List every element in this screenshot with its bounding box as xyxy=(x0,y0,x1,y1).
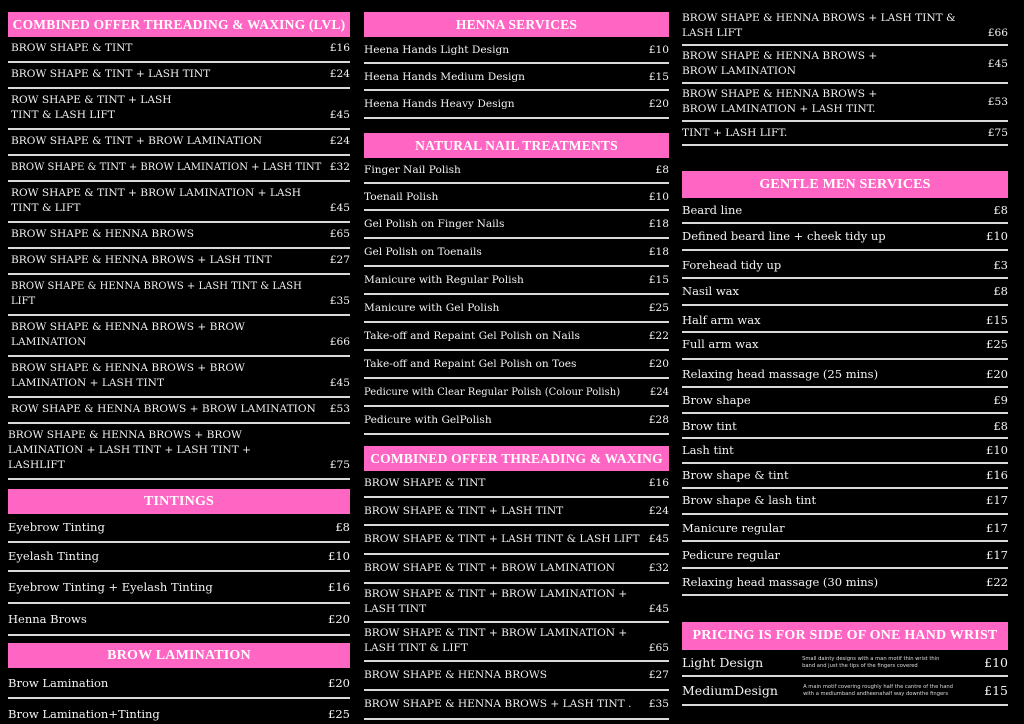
henna-list xyxy=(364,37,669,119)
column-right xyxy=(682,10,1008,706)
price-row: ROW SHAPE & TINT + LASH TINT & LASH LIFT £45 xyxy=(8,89,350,130)
price-row: BROW SHAPE & TINT + BROW LAMINATION + LASH TINT & LIFT £65 xyxy=(364,623,669,662)
price-row: BROW SHAPE & HENNA BROWS + BROW LAMINATION £45 xyxy=(682,46,1008,84)
price-row: BROW SHAPE & TINT + BROW LAMINATION £24 xyxy=(8,130,350,156)
price-row: Forehead tidy up £3 xyxy=(682,251,1008,279)
price-row: ROW SHAPE & TINT + BROW LAMINATION + LASH TINT & LIFT £45 xyxy=(8,182,350,223)
price-row: Brow Lamination+Tinting £25 xyxy=(8,699,350,724)
price-row: Gel Polish on Toenails £18 xyxy=(364,239,669,267)
price-row: Toenail Polish £10 xyxy=(364,184,669,211)
section-header-brow-lamination: BROW LAMINATION xyxy=(8,643,350,668)
price-row: Light Design Small dainty designs with a man motif thin wrist thin band and just the tips of the fingers covered £10 xyxy=(682,650,1008,677)
price-row: BROW SHAPE & TINT + LASH TINT £24 xyxy=(364,498,669,526)
price-row: BROW SHAPE & TINT £16 xyxy=(8,37,350,63)
price-row: Gel Polish on Finger Nails £18 xyxy=(364,211,669,239)
price-row: Beard line £8 xyxy=(682,198,1008,224)
wrist-pricing-list xyxy=(682,650,1008,706)
column-middle xyxy=(364,12,669,720)
price-row: BROW SHAPE & HENNA BROWS + LASH TINT £27 xyxy=(8,249,350,275)
design-description: A main motif covering roughly half the cantre of the hand with a mediumband andheenahalf way downthe fingers xyxy=(803,683,953,697)
price-row: Defined beard line + cheek tidy up £10 xyxy=(682,224,1008,251)
price-row: Heena Hands Heavy Design £20 xyxy=(364,91,669,119)
section-header-nails: NATURAL NAIL TREATMENTS xyxy=(364,133,669,158)
nails-list xyxy=(364,158,669,435)
price-row: BROW SHAPE & HENNA BROWS + LASH TINT & LASH LIFT £66 xyxy=(682,10,1008,46)
price-row: MediumDesign A main motif covering roughly half the cantre of the hand with a mediumband andheenahalf way downthe fingers £15 xyxy=(682,677,1008,706)
combined-list xyxy=(364,471,669,720)
price-row: Half arm wax £15 xyxy=(682,306,1008,333)
section-header-henna: HENNA SERVICES xyxy=(364,12,669,37)
price-row: Eyebrow Tinting + Eyelash Tinting £16 xyxy=(8,572,350,604)
price-row: Finger Nail Polish £8 xyxy=(364,158,669,184)
price-row: BROW SHAPE & TINT + LASH TINT & LASH LIFT £45 xyxy=(364,526,669,555)
price-row: ROW SHAPE & HENNA BROWS + BROW LAMINATION £53 xyxy=(8,398,350,424)
section-header-combined: COMBINED OFFER THREADING & WAXING xyxy=(364,446,669,471)
price-row: BROW SHAPE & TINT + BROW LAMINATION + LASH TINT £32 xyxy=(8,156,350,182)
price-row: Eyebrow Tinting £8 xyxy=(8,514,350,543)
price-row: Manicure regular £17 xyxy=(682,515,1008,542)
price-row: Manicure with Regular Polish £15 xyxy=(364,267,669,295)
price-row: Relaxing head massage (30 mins) £22 xyxy=(682,569,1008,596)
column-left xyxy=(8,12,350,724)
price-row: BROW SHAPE & HENNA BROWS + BROW LAMINATION + LASH TINT £45 xyxy=(8,357,350,398)
price-row: Brow shape & lash tint £17 xyxy=(682,489,1008,515)
section-header-wrist-pricing: PRICING IS FOR SIDE OF ONE HAND WRIST xyxy=(682,622,1008,650)
price-row: Take-off and Repaint Gel Polish on Toes £20 xyxy=(364,351,669,379)
price-row: BROW SHAPE & HENNA BROWS + LASH TINT . £35 xyxy=(364,691,669,720)
price-row: Brow shape £9 xyxy=(682,388,1008,414)
section-header-men: GENTLE MEN SERVICES xyxy=(682,171,1008,198)
price-row: Brow tint £8 xyxy=(682,414,1008,439)
price-row: Full arm wax £25 xyxy=(682,333,1008,360)
price-row: Take-off and Repaint Gel Polish on Nails £22 xyxy=(364,323,669,351)
price-row: BROW SHAPE & TINT + BROW LAMINATION + LASH TINT £45 xyxy=(364,584,669,623)
price-row: BROW SHAPE & HENNA BROWS + BROW LAMINATION + LASH TINT + LASH TINT + LASHLIFT £75 xyxy=(8,424,350,480)
price-row: Pedicure with Clear Regular Polish (Colour Polish) £24 xyxy=(364,379,669,407)
price-row: BROW SHAPE & HENNA BROWS + LASH TINT & LASH LIFT £35 xyxy=(8,275,350,316)
price-row: Heena Hands Medium Design £15 xyxy=(364,64,669,91)
combined-lvl-list xyxy=(8,37,350,480)
price-row: Eyelash Tinting £10 xyxy=(8,543,350,572)
price-row: BROW SHAPE & TINT + BROW LAMINATION £32 xyxy=(364,555,669,584)
price-row: Brow Lamination £20 xyxy=(8,668,350,699)
price-row: BROW SHAPE & HENNA BROWS £27 xyxy=(364,662,669,691)
section-header-combined-lvl: COMBINED OFFER THREADING & WAXING (LVL) xyxy=(8,12,350,37)
price-row: BROW SHAPE & HENNA BROWS + BROW LAMINATION £66 xyxy=(8,316,350,357)
price-row: Pedicure with GelPolish £28 xyxy=(364,407,669,435)
price-row: Relaxing head massage (25 mins) £20 xyxy=(682,360,1008,388)
price-row: BROW SHAPE & TINT + LASH TINT £24 xyxy=(8,63,350,89)
price-row: TINT + LASH LIFT. £75 xyxy=(682,122,1008,146)
tintings-list xyxy=(8,514,350,636)
price-row: BROW SHAPE & HENNA BROWS £65 xyxy=(8,223,350,249)
combined-continued-list xyxy=(682,10,1008,146)
price-row: Brow shape & tint £16 xyxy=(682,464,1008,489)
price-row: BROW SHAPE & TINT £16 xyxy=(364,471,669,498)
price-row: Pedicure regular £17 xyxy=(682,542,1008,569)
price-row: Henna Brows £20 xyxy=(8,604,350,636)
price-row: Heena Hands Light Design £10 xyxy=(364,37,669,64)
section-header-tintings: TINTINGS xyxy=(8,489,350,514)
price-row: Manicure with Gel Polish £25 xyxy=(364,295,669,323)
brow-lamination-list xyxy=(8,668,350,724)
price-row: BROW SHAPE & HENNA BROWS + BROW LAMINATION + LASH TINT. £53 xyxy=(682,84,1008,122)
design-description: Small dainty designs with a man motif thin wrist thin band and just the tips of the fingers covered xyxy=(802,655,940,669)
men-list xyxy=(682,198,1008,596)
price-row: Nasil wax £8 xyxy=(682,279,1008,306)
price-row: Lash tint £10 xyxy=(682,439,1008,464)
